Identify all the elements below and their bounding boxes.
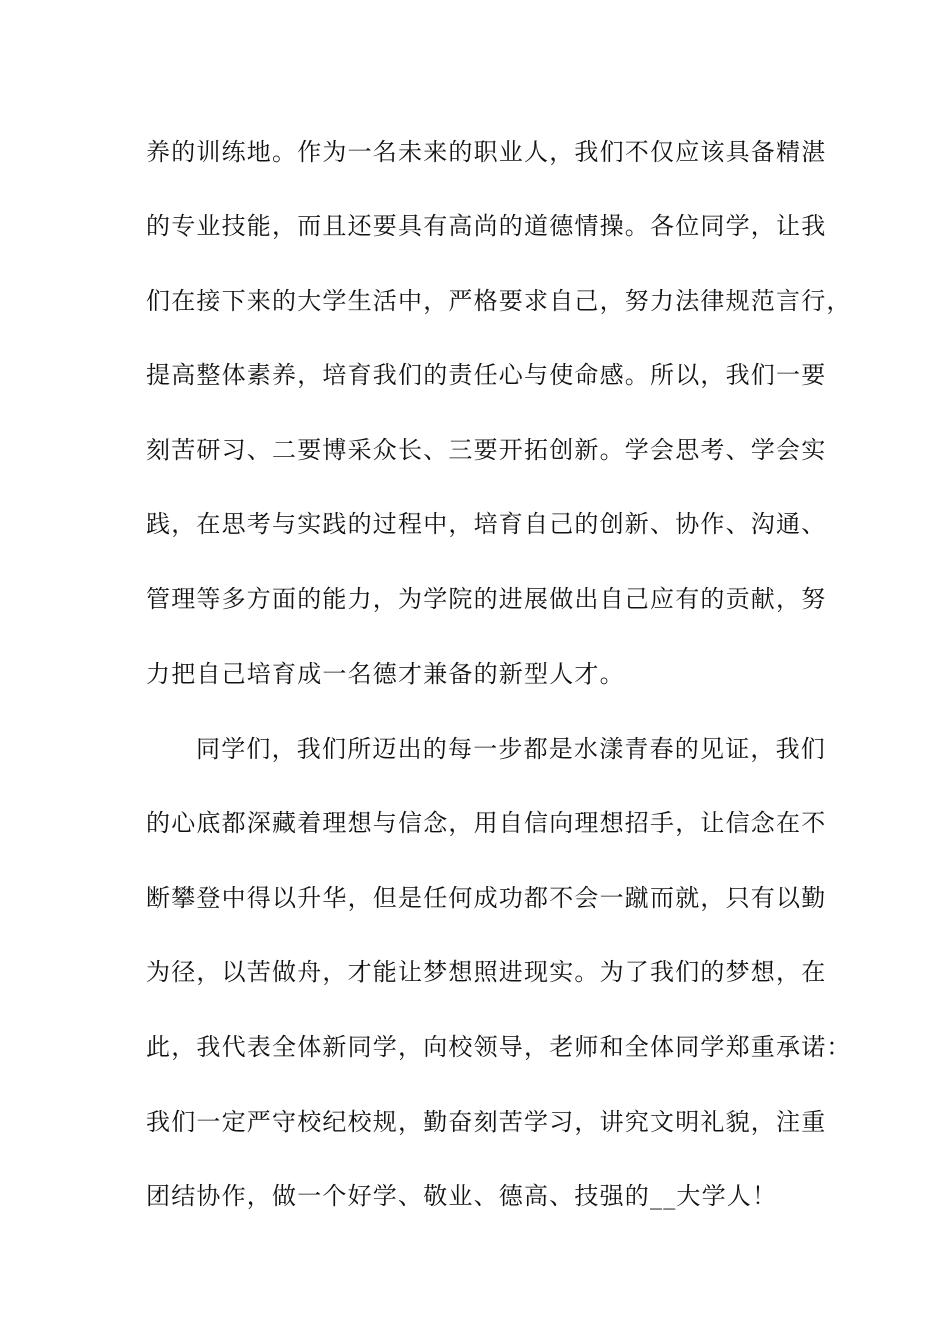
text-line: 的专业技能，而且还要具有高尚的道德情操。各位同学，让我 <box>146 212 827 240</box>
text-line: 提高整体素养，培育我们的责任心与使命感。所以，我们一要 <box>146 361 827 389</box>
text-line: 团结协作，做一个好学、敬业、德高、技强的__大学人！ <box>146 1182 778 1210</box>
text-line: 养的训练地。作为一名未来的职业人，我们不仅应该具备精湛 <box>146 138 827 166</box>
text-line: 我们一定严守校纪校规，勤奋刻苦学习，讲究文明礼貌，注重 <box>146 1108 827 1136</box>
text-line: 此，我代表全体新同学，向校领导，老师和全体同学郑重承诺： <box>146 1033 852 1061</box>
text-line: 力把自己培育成一名德才兼备的新型人才。 <box>146 660 625 688</box>
text-line: 们在接下来的大学生活中，严格要求自己，努力法律规范言行， <box>146 287 852 315</box>
text-line: 为径，以苦做舟，才能让梦想照进现实。为了我们的梦想，在 <box>146 958 827 986</box>
text-line: 刻苦研习、二要博采众长、三要开拓创新。学会思考、学会实 <box>146 436 827 464</box>
text-line: 断攀登中得以升华，但是任何成功都不会一蹴而就，只有以勤 <box>146 884 827 912</box>
paragraph-first-line: 同学们，我们所迈出的每一步都是水漾青春的见证，我们 <box>196 735 826 763</box>
text-line: 践，在思考与实践的过程中，培育自己的创新、协作、沟通、 <box>146 510 827 538</box>
text-line: 的心底都深藏着理想与信念，用自信向理想招手，让信念在不 <box>146 809 827 837</box>
text-line: 管理等多方面的能力，为学院的进展做出自己应有的贡献，努 <box>146 585 827 613</box>
